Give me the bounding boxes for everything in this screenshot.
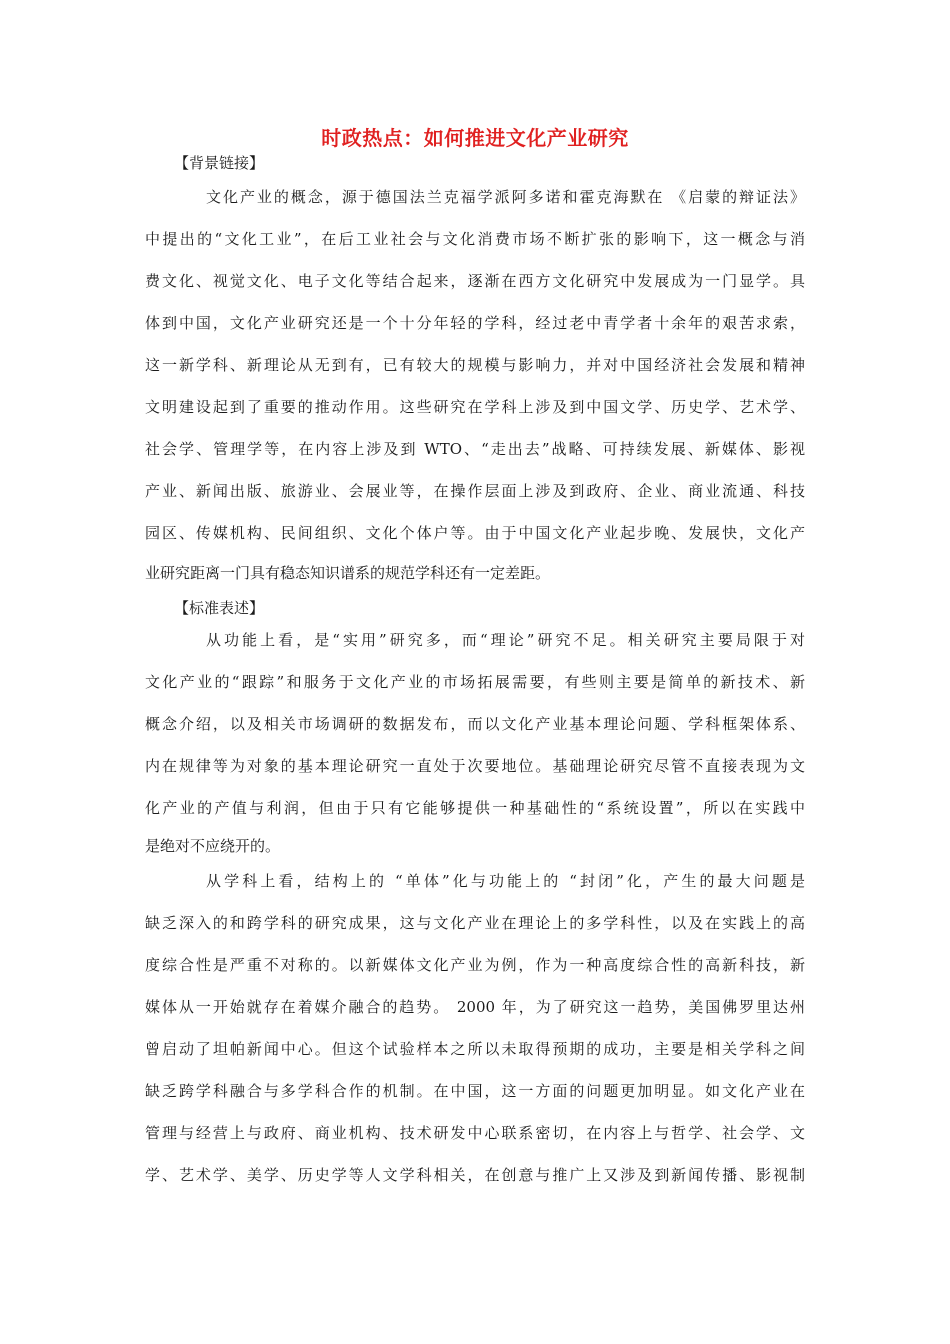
paragraph-line: 从学科上看，结构上的 “单体”化与功能上的 “封闭”化，产生的最大问题是 — [206, 872, 805, 890]
paragraph-line: 文明建设起到了重要的推动作用。这些研究在学科上涉及到中国文学、历史学、艺术学、 — [145, 398, 805, 416]
paragraph-line: 媒体从一开始就存在着媒介融合的趋势。 2000 年，为了研究这一趋势，美国佛罗里达州 — [145, 998, 805, 1016]
paragraph-line: 度综合性是严重不对称的。以新媒体文化产业为例，作为一种高度综合性的高新科技，新 — [145, 956, 805, 974]
paragraph-line: 学、艺术学、美学、历史学等人文学科相关，在创意与推广上又涉及到新闻传播、影视制 — [145, 1166, 805, 1184]
paragraph-line: 文化产业的“跟踪”和服务于文化产业的市场拓展需要，有些则主要是简单的新技术、新 — [145, 673, 805, 691]
document-title: 时政热点：如何推进文化产业研究 — [321, 126, 629, 150]
paragraph-line: 中提出的“文化工业”，在后工业社会与文化消费市场不断扩张的影响下，这一概念与消 — [145, 230, 805, 248]
paragraph-line: 缺乏跨学科融合与多学科合作的机制。在中国，这一方面的问题更加明显。如文化产业在 — [145, 1082, 805, 1100]
paragraph-line: 缺乏深入的和跨学科的研究成果，这与文化产业在理论上的多学科性，以及在实践上的高 — [145, 914, 805, 932]
paragraph-line: 业研究距离一门具有稳态知识谱系的规范学科还有一定差距。 — [145, 564, 551, 582]
paragraph-line: 是绝对不应绕开的。 — [145, 837, 281, 855]
section-heading-background: 【背景链接】 — [174, 154, 265, 172]
paragraph-line: 曾启动了坦帕新闻中心。但这个试验样本之所以未取得预期的成功，主要是相关学科之间 — [145, 1040, 805, 1058]
paragraph-line: 文化产业的概念，源于德国法兰克福学派阿多诺和霍克海默在 《启蒙的辩证法》 — [206, 188, 805, 206]
paragraph-line: 内在规律等为对象的基本理论研究一直处于次要地位。基础理论研究尽管不直接表现为文 — [145, 757, 805, 775]
paragraph-line: 管理与经营上与政府、商业机构、技术研发中心联系密切，在内容上与哲学、社会学、文 — [145, 1124, 805, 1142]
paragraph-line: 社会学、管理学等，在内容上涉及到 WTO、“走出去”战略、可持续发展、新媒体、影视 — [145, 440, 805, 458]
paragraph-line: 体到中国，文化产业研究还是一个十分年轻的学科，经过老中青学者十余年的艰苦求索， — [145, 314, 805, 332]
paragraph-line: 这一新学科、新理论从无到有，已有较大的规模与影响力，并对中国经济社会发展和精神 — [145, 356, 805, 374]
section-heading-standard: 【标准表述】 — [174, 599, 265, 617]
paragraph-line: 费文化、视觉文化、电子文化等结合起来，逐渐在西方文化研究中发展成为一门显学。具 — [145, 272, 805, 290]
paragraph-line: 园区、传媒机构、民间组织、文化个体户等。由于中国文化产业起步晚、发展快，文化产 — [145, 524, 805, 542]
paragraph-line: 产业、新闻出版、旅游业、会展业等，在操作层面上涉及到政府、企业、商业流通、科技 — [145, 482, 805, 500]
paragraph-line: 化产业的产值与利润，但由于只有它能够提供一种基础性的“系统设置”，所以在实践中 — [145, 799, 805, 817]
paragraph-line: 概念介绍，以及相关市场调研的数据发布，而以文化产业基本理论问题、学科框架体系、 — [145, 715, 805, 733]
paragraph-line: 从功能上看，是“实用”研究多，而“理论”研究不足。相关研究主要局限于对 — [206, 631, 805, 649]
